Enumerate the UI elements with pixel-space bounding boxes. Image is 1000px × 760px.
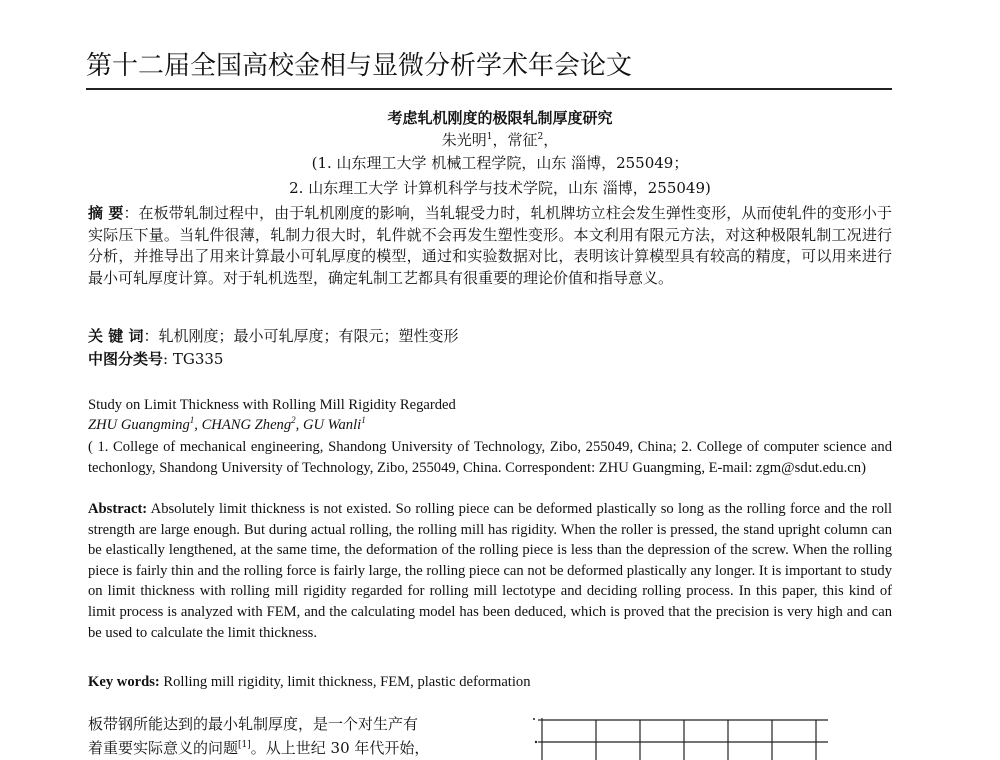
- classification-code: : TG335: [163, 350, 224, 368]
- author-2-cn: 常征: [507, 131, 538, 149]
- author-1-en-sup: 1: [189, 415, 195, 426]
- body-line-1: 板带钢所能达到的最小轧制厚度，是一个对生产有: [88, 715, 419, 733]
- keywords-en: [88, 672, 892, 692]
- affiliation-en: ( 1. College of mechanical engineering, Shandong University of Technology, Zibo, 255049, China; 2. College of computer science and techonlogy, Shandong University of Technology, Zibo, 255049, China. Correspondent: ZHU Guangming, E-mail: zgm@sdut.edu.cn): [88, 439, 892, 476]
- affiliation-1-cn: (1. 山东理工大学 机械工程学院，山东 淄博，255049；: [311, 154, 689, 172]
- abstract-text-en: Absolutely limit thickness is not existed. So rolling piece can be deformed plastically so long as the rolling force and the roll strength are large enough. But during actual rolling, the rolling mill has rigidity. When the roller is pressed, the stand upright column can be elastically lengthened, at the same time, the deformation of the rolling piece is less than the depression of the screw. When the rolling piece is fairly thin and the rolling force is fairly large, the rolling piece can not be deformed plastically any longer. It is important to study on limit thickness with rolling mill rigidity regarded for rolling mill lectotype and deciding rolling process. In this paper, this kind of limit process is analyzed with FEM, and the calculating model has been deduced, which is proved that the precision is very high and can be used to calculate the limit thickness.: [88, 501, 892, 641]
- paper-title-cn: 考虑轧机刚度的极限轧制厚度研究: [387, 109, 613, 127]
- author-3-en-sup: 1: [361, 415, 366, 426]
- abstract-text-cn: ：在板带轧制过程中，由于轧机刚度的影响，当轧辊受力时，轧机牌坊立柱会发生弹性变形，从而使轧件的变形小于实际压下量。当轧件很薄，轧制力很大时，轧件就不会再发生塑性变形。本文利用有限元方法，对这种极限轧制工况进行分析，并推导出了用来计算最小可轧厚度的模型，通过和实验数据对比，表明该计算模型具有较高的精度，可以用来进行最小可轧厚度计算。对于轧机选型，确定轧制工艺都具有很重要的理论价值和指导意义。: [88, 204, 892, 287]
- author-tail: ，: [543, 131, 559, 149]
- abstract-cn: [88, 203, 892, 289]
- author-1-sup: 1: [486, 132, 493, 142]
- conference-header: 第十二届全国高校金相与显微分析学术年会论文: [86, 46, 892, 90]
- body-text-cn: [88, 712, 488, 760]
- keywords-label-en: Key words:: [88, 674, 160, 690]
- reference-marker: [1]: [238, 740, 251, 750]
- author-1-en: ZHU Guangming: [88, 417, 190, 433]
- classification-cn: [88, 349, 892, 370]
- authors-en: ZHU Guangming$^1$, CHANG Zheng$^2$, GU Wanli$^1$: [88, 415, 366, 433]
- figure-grid: [528, 714, 828, 760]
- classification-label: 中图分类号: [88, 350, 164, 368]
- abstract-label-en: Abstract:: [88, 501, 148, 517]
- author-2-en-sup: 2: [291, 415, 296, 426]
- keywords-cn: [88, 326, 892, 347]
- keywords-text-cn: ：轧机刚度；最小可轧厚度；有限元；塑性变形: [143, 327, 459, 345]
- keywords-label-cn: 关 键 词: [88, 327, 144, 345]
- abstract-en: [88, 499, 892, 643]
- keywords-text-en: Rolling mill rigidity, limit thickness, FEM, plastic deformation: [159, 674, 531, 690]
- author-1-cn: 朱光明: [441, 131, 487, 149]
- abstract-label-cn: 摘 要: [88, 204, 124, 222]
- body-line-2: 着重要实际意义的问题[1]。从上世纪 30 年代开始，: [88, 739, 430, 757]
- paper-title-en: Study on Limit Thickness with Rolling Mill Rigidity Regarded: [88, 397, 456, 413]
- author-2-sup: 2: [537, 132, 544, 142]
- author-3-en: GU Wanli: [302, 417, 362, 433]
- affiliation-2-cn: 2. 山东理工大学 计算机科学与技术学院，山东 淄博，255049): [289, 179, 711, 197]
- authors-cn: 朱光明$^1$，常征$^2$，: [441, 131, 559, 149]
- author-2-en: CHANG Zheng: [201, 417, 292, 433]
